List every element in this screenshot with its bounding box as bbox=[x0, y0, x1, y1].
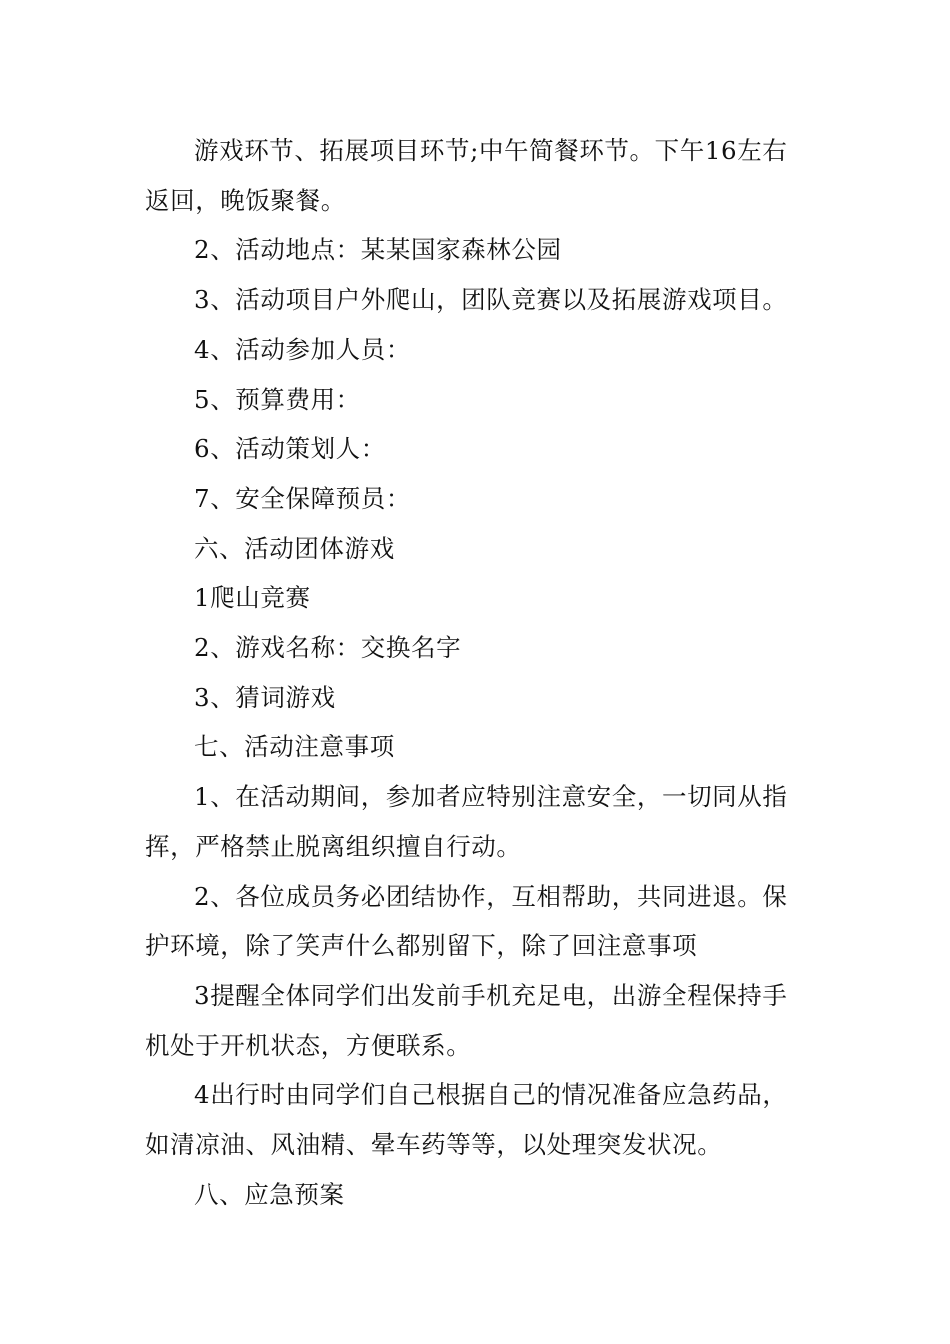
paragraph-safety-staff: 7、安全保障预员： bbox=[194, 483, 411, 513]
paragraph-game-2: 2、游戏名称：交换名字 bbox=[194, 633, 462, 663]
paragraph-participants: 4、活动参加人员： bbox=[194, 334, 411, 364]
document-body bbox=[145, 126, 807, 1219]
paragraph-game-1: 1爬山竞赛 bbox=[194, 583, 311, 613]
paragraph-budget: 5、预算费用： bbox=[194, 384, 361, 414]
paragraph-precaution-1: 1、在活动期间，参加者应特别注意安全，一切同从指挥，严格禁止脱离组织擅自行动。 bbox=[145, 782, 788, 861]
paragraph-precaution-2: 2、各位成员务必团结协作，互相帮助，共同进退。保护环境，除了笑声什么都别留下，除了回注意事项 bbox=[145, 881, 788, 961]
paragraph-activity-location: 2、活动地点：某某国家森林公园 bbox=[194, 235, 562, 265]
section-heading-emergency-plan: 八、应急预案 bbox=[194, 1179, 345, 1209]
paragraph-schedule-return: 游戏环节、拓展项目环节;中午简餐环节。下午16左右返回，晚饭聚餐。 bbox=[145, 136, 788, 215]
paragraph-precaution-3: 3提醒全体同学们出发前手机充足电，出游全程保持手机处于开机状态，方便联系。 bbox=[145, 980, 788, 1060]
paragraph-planner: 6、活动策划人： bbox=[194, 434, 386, 464]
paragraph-precaution-4: 4出行时由同学们自己根据自己的情况准备应急药品，如清凉油、风油精、晕车药等等，以处理突发状况。 bbox=[145, 1080, 788, 1160]
paragraph-activity-items: 3、活动项目户外爬山，团队竞赛以及拓展游戏项目。 bbox=[194, 285, 788, 315]
section-heading-group-games: 六、活动团体游戏 bbox=[194, 533, 395, 563]
paragraph-game-3: 3、猜词游戏 bbox=[194, 682, 336, 712]
section-heading-precautions: 七、活动注意事项 bbox=[194, 732, 395, 762]
